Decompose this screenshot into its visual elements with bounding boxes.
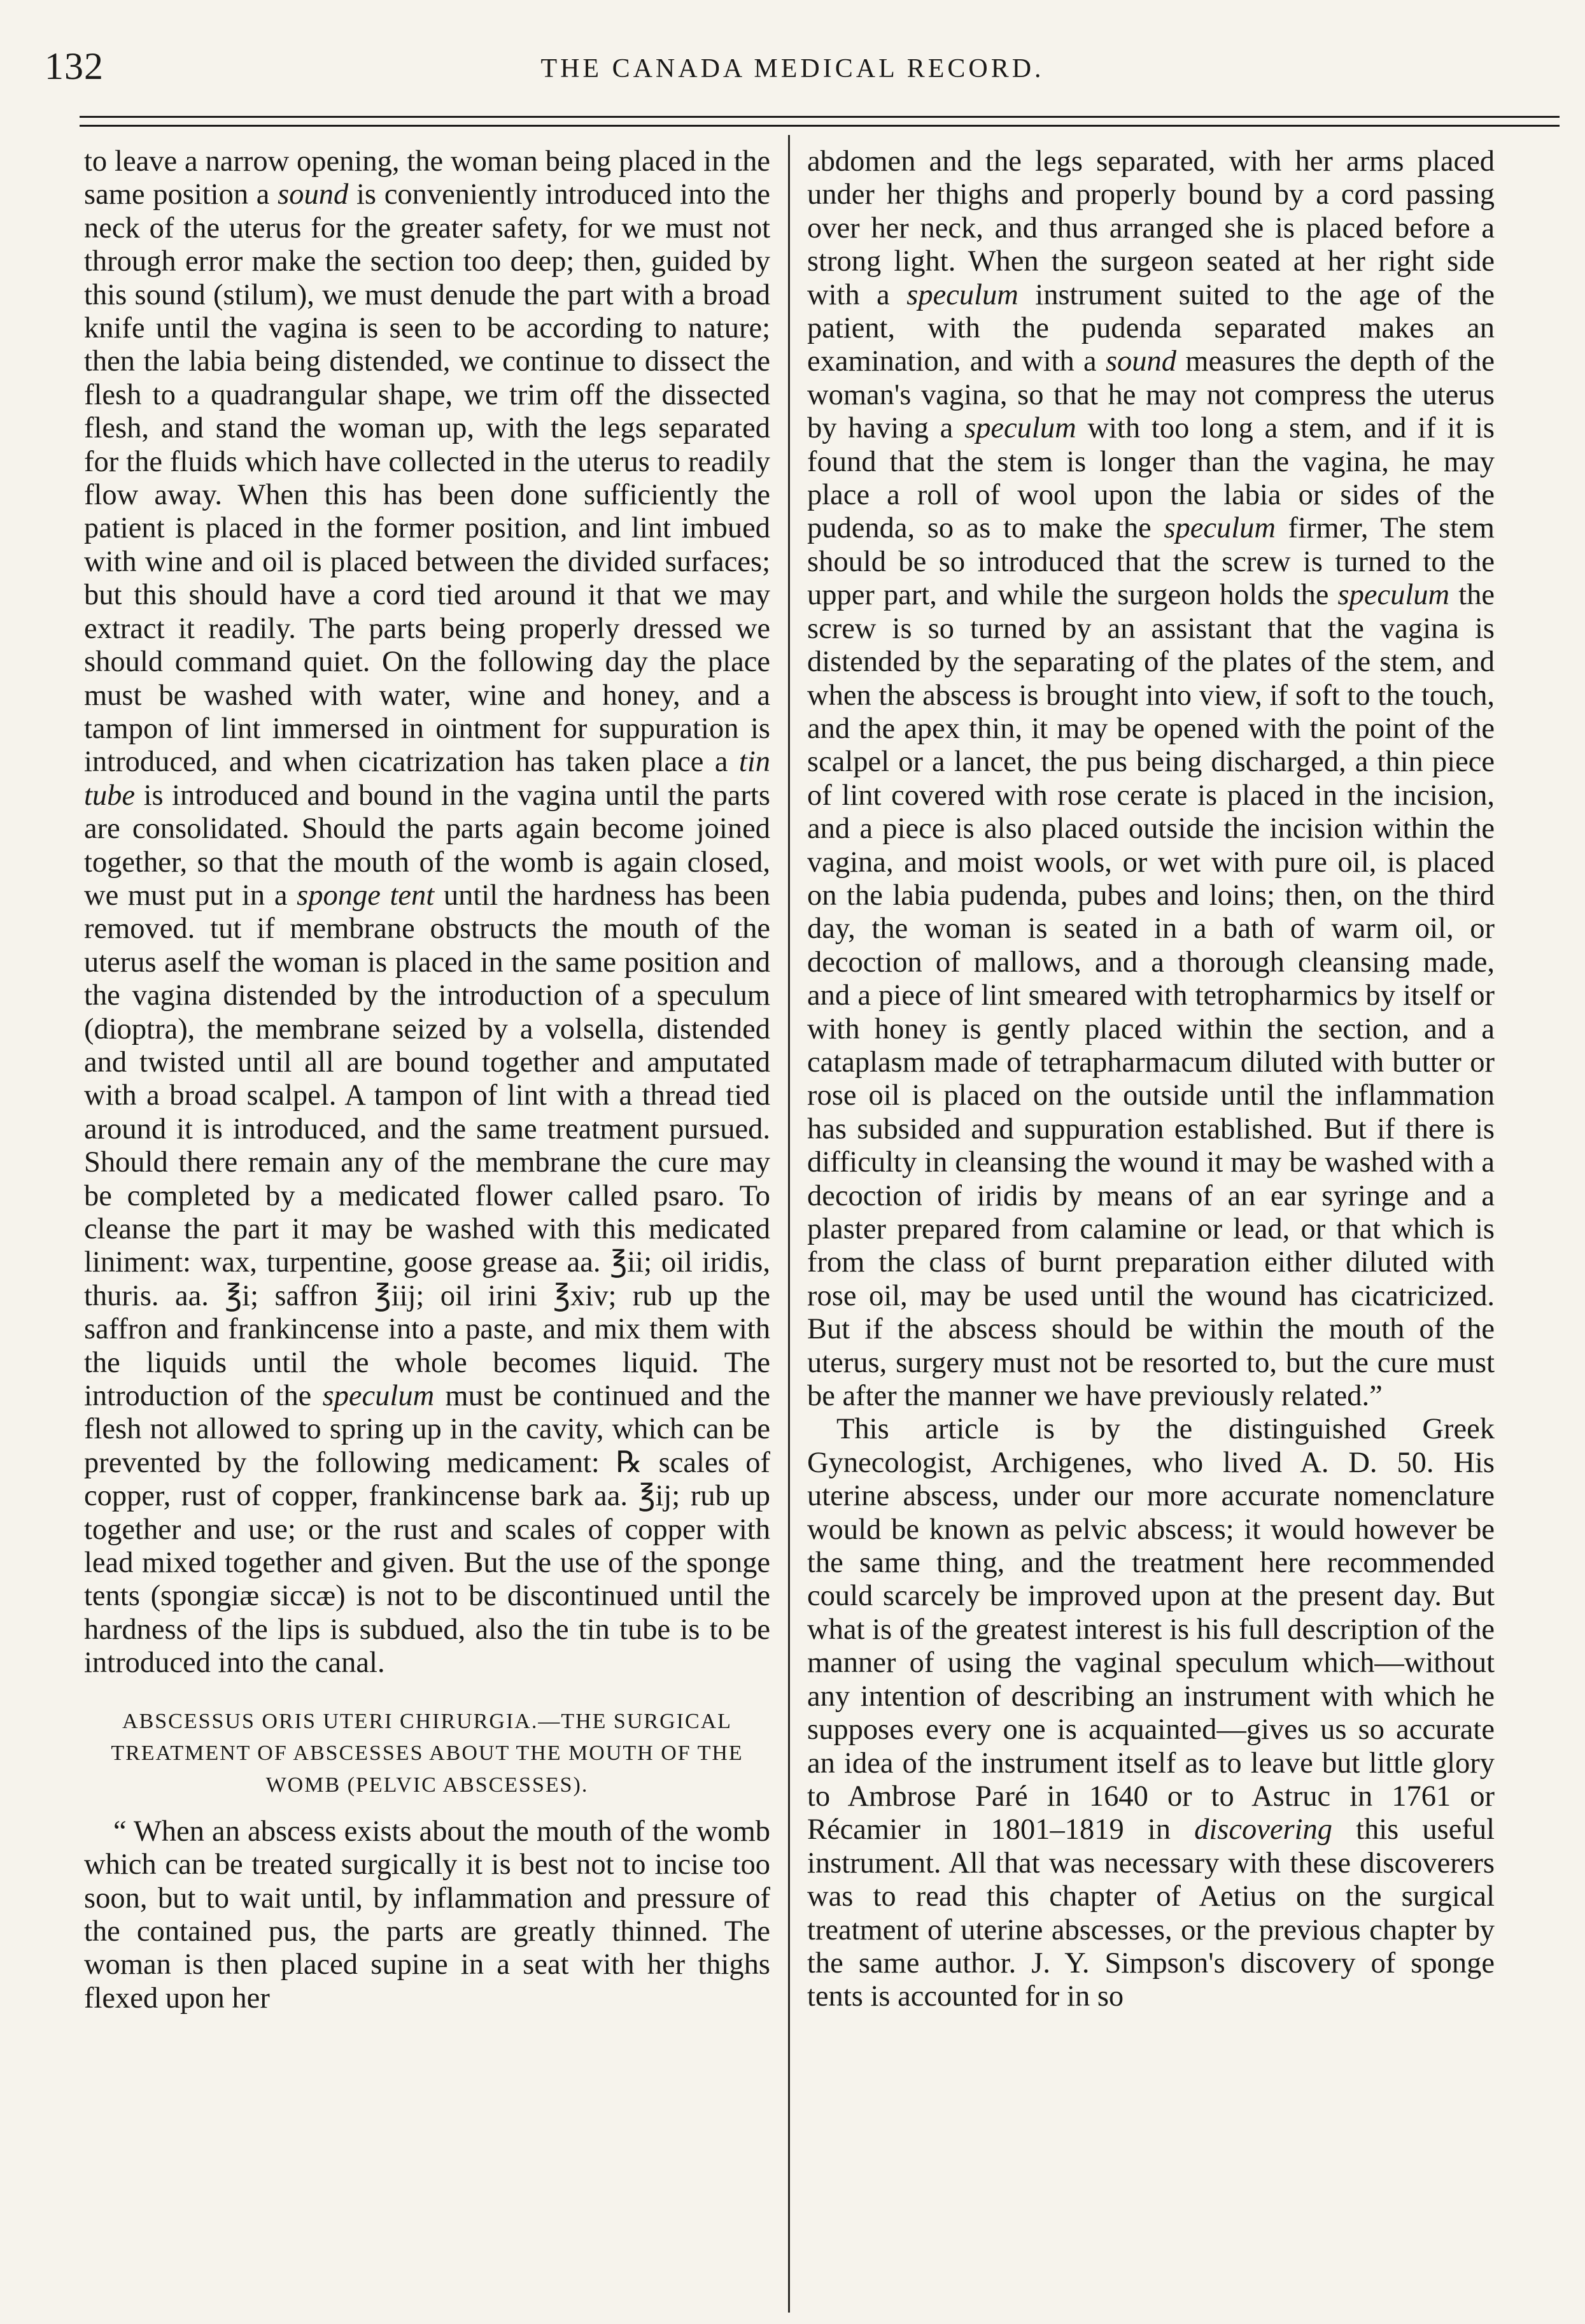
column-divider: [788, 135, 790, 2313]
left-paragraph-1: [84, 145, 770, 1680]
text-run: until the hardness has been removed. tut if membrane obstructs the mouth of the uterus aself the woman is placed in the same position and the vagina distended by the introduction of a speculum (dioptra), the membrane seized by a volsella, distended and twisted until all are bound together and amputated with a broad scalpel. A tampon of lint with a thread tied around it is introduced, and the same treatment pursued. Should there remain any of the membrane the cure may be completed by a medicated flower called psaro. To cleanse the part it may be washed with this medicated liniment: wax, turpentine, goose grease aa. ℥ii; oil iridis, thuris. aa. ℥i; saffron ℥iij; oil irini ℥xiv; rub up the saffron and frankincense into a paste, and mix them with the liquids until the whole becomes liquid. The introduction of the: [84, 879, 770, 1413]
italic-run: sound: [1105, 345, 1177, 378]
right-column: [807, 145, 1495, 2310]
text-run: is introduced and bound in the vagina until the parts are consolidated. Should the parts again become joined together, so that the mouth of the womb is again closed, we must put in a: [84, 779, 770, 912]
text-run: This article is by the distinguished Greek Gynecologist, Archigenes, who lived A. D. 50. His uterine abscess, under our more accurate nomenclature would be known as pelvic abscess; it would however be the same thing, and the treatment here recommended could scarcely be improved upon at the present day. But what is of the greatest interest is his full description of the manner of using the vaginal speculum which—without any intention of describing an instrument with which he supposes every one is acquainted—gives us so accurate an idea of the instrument itself as to leave but little glory to Ambrose Paré in 1640 or to Astruc in 1761 or Récamier in 1801–1819 in: [807, 1413, 1495, 1846]
text-run: with too long a stem, and if it is found that the stem is longer than the vagina, he may place a roll of wool upon the labia or sides of the pudenda, so as to make the: [807, 412, 1495, 545]
italic-run: speculum: [1337, 579, 1450, 612]
left-paragraph-2: “ When an abscess exists about the mouth of the womb which can be treated surgically it is best not to incise too soon, but to wait until, by inflammation and pressure of the contained pus, the parts are greatly thinned. The woman is then placed supine in a seat with her thighs flexed upon her: [84, 1815, 770, 2015]
running-head: THE CANADA MEDICAL RECORD.: [540, 54, 1045, 83]
text-run: instrument suited to the age of the patient, with the pudenda separated makes an examination, and with a: [807, 278, 1495, 378]
page-number: 132: [45, 45, 104, 87]
text-run: must be continued and the flesh not allowed to spring up in the cavity, which can be prevented by the following medicament: ℞ scales of copper, rust of copper, frankincense bark aa. ℥ij; rub up together and use; or the rust and scales of copper with lead mixed together and given. But the use of the sponge tents (spongiæ siccæ) is not to be discontinued until the hardness of the lips is subdued, also the tin tube is to be introduced into the canal.: [84, 1380, 770, 1680]
header-rule-bottom: [80, 125, 1560, 127]
text-run: measures the depth of the woman's vagina, so that he may not compress the uterus by having a: [807, 345, 1495, 445]
text-run: firmer, The stem should be so introduced that the screw is turned to the upper part, and while the surgeon holds the: [807, 512, 1495, 612]
italic-run: speculum: [964, 412, 1076, 445]
text-run: to leave a narrow opening, the woman being placed in the same position a: [84, 145, 770, 211]
italic-run: speculum: [906, 278, 1018, 311]
header-rule-top: [80, 116, 1560, 118]
italic-run: sponge tent: [297, 879, 435, 912]
right-paragraph-1: [807, 145, 1495, 1413]
italic-run: tin tube: [84, 746, 770, 812]
text-run: the screw is so turned by an assistant that the vagina is distended by the separating of the plates of the stem, and when the abscess is brought into view, if soft to the touch, and the apex thin, it may be opened with the point of the scalpel or a lancet, the pus being discharged, a thin piece of lint covered with rose cerate is placed in the incision, and a piece is also placed outside the incision within the vagina, and moist wools, or wet with pure oil, is placed on the labia pudenda, pubes and loins; then, on the third day, the woman is seated in a bath of warm oil, or decoction of mallows, and a thorough cleansing made, and a piece of lint smeared with tetropharmics by itself or with honey is gently placed within the section, and a cataplasm made of tetrapharmacum diluted with butter or rose oil is placed on the outside until the inflammation has subsided and suppuration established. But if there is difficulty in cleansing the wound it may be washed with a decoction of iridis by means of an ear syringe and a plaster prepared from calamine or lead, or that which is from the class of burnt preparation either diluted with rose oil, may be used until the wound has cicatricized. But if the abscess should be within the mouth of the uterus, surgery must not be resorted to, but the cure must be after the manner we have previously related.”: [807, 579, 1495, 1413]
right-paragraph-2: [807, 1413, 1495, 2013]
text-run: this useful instrument. All that was necessary with these discoverers was to read this chapter of Aetius on the surgical treatment of uterine abscesses, or the previous chapter by the same author. J. Y. Simpson's discovery of sponge tents is accounted for in so: [807, 1813, 1495, 2013]
italic-run: sound: [278, 178, 349, 211]
italic-run: speculum: [1164, 512, 1276, 545]
text-run: is conveniently introduced into the neck of the uterus for the greater safety, for we must not through error make the section too deep; then, guided by this sound (stilum), we must denude the part with a broad knife until the vagina is seen to be according to nature; then the labia being distended, we continue to dissect the flesh to a quadrangular shape, we trim off the dissected flesh, and stand the woman up, with the legs separated for the fluids which have collected in the uterus to readily flow away. When this has been done sufficiently the patient is placed in the former position, and lint imbued with wine and oil is placed between the divided surfaces; but this should have a cord tied around it that we may extract it readily. The parts being properly dressed we should command quiet. On the following day the place must be washed with water, wine and honey, and a tampon of lint immersed in ointment for suppuration is introduced, and when cicatrization has taken place a: [84, 178, 770, 779]
section-subheading: ABSCESSUS ORIS UTERI CHIRURGIA.—THE SURGICAL TREATMENT OF ABSCESSES ABOUT THE MOUTH OF THE WOMB (PELVIC ABSCESSES).: [111, 1709, 743, 1797]
italic-run: discovering: [1194, 1813, 1333, 1846]
text-run: abdomen and the legs separated, with her arms placed under her thighs and properly bound by a cord passing over her neck, and thus arranged she is placed before a strong light. When the surgeon seated at her right side with a: [807, 145, 1495, 311]
left-column: [84, 145, 770, 2310]
italic-run: speculum: [322, 1380, 435, 1413]
